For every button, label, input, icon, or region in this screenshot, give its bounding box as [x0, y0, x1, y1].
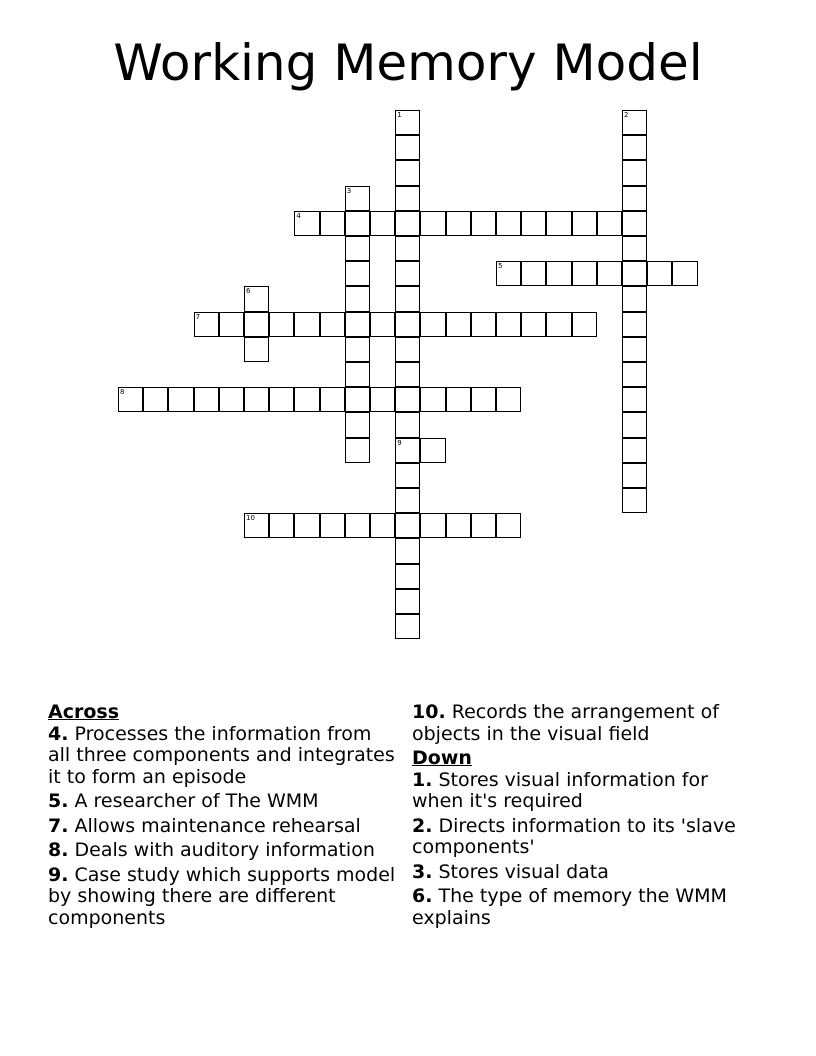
grid-cell[interactable]	[194, 387, 219, 412]
grid-cell[interactable]	[622, 362, 647, 387]
grid-cell[interactable]	[294, 513, 319, 538]
grid-cell[interactable]	[370, 513, 395, 538]
grid-cell[interactable]	[219, 387, 244, 412]
grid-cell[interactable]	[320, 513, 345, 538]
clue-number: 4.	[48, 722, 69, 745]
clue-across-8	[48, 840, 396, 862]
clue-number: 6.	[412, 885, 433, 907]
grid-cell[interactable]	[572, 211, 597, 236]
grid-cell[interactable]	[622, 110, 647, 135]
grid-cell[interactable]	[395, 110, 420, 135]
grid-cell[interactable]	[471, 387, 496, 412]
grid-cell[interactable]	[395, 135, 420, 160]
grid-cell[interactable]	[446, 211, 471, 236]
grid-cell[interactable]	[622, 211, 647, 236]
grid-cell[interactable]	[395, 538, 420, 563]
grid-cell[interactable]	[496, 387, 521, 412]
grid-cell[interactable]	[471, 312, 496, 337]
grid-cell[interactable]	[572, 312, 597, 337]
grid-cell[interactable]	[320, 312, 345, 337]
grid-cell[interactable]	[496, 211, 521, 236]
grid-cell[interactable]	[219, 312, 244, 337]
grid-cell[interactable]	[370, 211, 395, 236]
grid-cell[interactable]	[622, 438, 647, 463]
grid-cell[interactable]	[546, 261, 571, 286]
grid-cell[interactable]	[395, 286, 420, 311]
grid-cell[interactable]	[622, 337, 647, 362]
grid-cell[interactable]	[420, 438, 445, 463]
grid-cell[interactable]	[395, 387, 420, 412]
grid-cell[interactable]	[320, 211, 345, 236]
clue-text: Directs information to its 'slave components'	[412, 814, 736, 858]
clue-down-2	[412, 816, 762, 859]
clues-column-left	[48, 702, 396, 932]
grid-cell[interactable]	[395, 589, 420, 614]
grid-cell[interactable]	[597, 261, 622, 286]
grid-cell[interactable]	[521, 312, 546, 337]
clue-across-5	[48, 791, 396, 813]
grid-cell[interactable]	[395, 438, 420, 463]
grid-cell[interactable]	[622, 236, 647, 261]
across-heading: Across	[48, 701, 120, 723]
grid-cell[interactable]	[244, 337, 269, 362]
grid-cell[interactable]	[521, 211, 546, 236]
clue-number: 3.	[412, 860, 433, 883]
grid-cell[interactable]	[395, 463, 420, 488]
clue-across-4	[48, 724, 396, 789]
grid-cell[interactable]	[294, 211, 319, 236]
grid-cell[interactable]	[345, 362, 370, 387]
grid-cell[interactable]	[521, 261, 546, 286]
grid-cell[interactable]	[546, 211, 571, 236]
grid-cell[interactable]	[622, 463, 647, 488]
clue-number: 2.	[412, 814, 433, 837]
clue-text: A researcher of The WMM	[74, 790, 319, 812]
grid-cell[interactable]	[345, 312, 370, 337]
grid-cell[interactable]	[345, 186, 370, 211]
clue-text: The type of memory the WMM explains	[412, 885, 727, 929]
grid-cell[interactable]	[244, 387, 269, 412]
grid-cell[interactable]	[395, 236, 420, 261]
grid-cell[interactable]	[345, 513, 370, 538]
grid-cell[interactable]	[294, 387, 319, 412]
clue-number-label: 4	[296, 211, 301, 220]
grid-cell[interactable]	[672, 261, 697, 286]
grid-cell[interactable]	[622, 261, 647, 286]
clue-text: Stores visual data	[438, 860, 609, 883]
grid-cell[interactable]	[269, 387, 294, 412]
clue-down-6	[412, 886, 762, 929]
grid-cell[interactable]	[420, 211, 445, 236]
grid-cell[interactable]	[395, 362, 420, 387]
grid-cell[interactable]	[194, 312, 219, 337]
clue-number-label: 7	[195, 312, 201, 321]
clue-across-7	[48, 816, 396, 838]
grid-cell[interactable]	[420, 513, 445, 538]
grid-cell[interactable]	[496, 513, 521, 538]
clue-number-label: 9	[397, 438, 402, 447]
grid-cell[interactable]	[496, 312, 521, 337]
clue-number-label: 5	[498, 262, 503, 271]
grid-cell[interactable]	[143, 387, 168, 412]
grid-cell[interactable]	[395, 186, 420, 211]
grid-cell[interactable]	[244, 312, 269, 337]
grid-cell[interactable]	[244, 286, 269, 311]
grid-cell[interactable]	[622, 135, 647, 160]
grid-cell[interactable]	[395, 312, 420, 337]
grid-cell[interactable]	[395, 513, 420, 538]
grid-cell[interactable]	[446, 513, 471, 538]
clue-text: Allows maintenance rehearsal	[74, 814, 361, 837]
clue-number-label: 6	[246, 287, 251, 296]
grid-cell[interactable]	[420, 312, 445, 337]
down-heading: Down	[412, 747, 472, 769]
grid-cell[interactable]	[345, 412, 370, 437]
clue-text: Case study which supports model by showing there are different components	[48, 863, 396, 929]
grid-cell[interactable]	[345, 286, 370, 311]
grid-cell[interactable]	[370, 312, 395, 337]
grid-cell[interactable]	[572, 261, 597, 286]
grid-cell[interactable]	[395, 337, 420, 362]
clue-across-9	[48, 865, 396, 930]
grid-cell[interactable]	[395, 614, 420, 639]
grid-cell[interactable]	[395, 211, 420, 236]
grid-cell[interactable]	[622, 186, 647, 211]
clue-number-label: 3	[346, 186, 352, 195]
grid-cell[interactable]	[597, 211, 622, 236]
grid-cell[interactable]	[168, 387, 193, 412]
clue-down-3	[412, 862, 762, 884]
grid-cell[interactable]	[622, 312, 647, 337]
grid-cell[interactable]	[647, 261, 672, 286]
clue-text: Deals with auditory information	[74, 839, 375, 861]
grid-cell[interactable]	[370, 387, 395, 412]
grid-cell[interactable]	[622, 488, 647, 513]
grid-cell[interactable]	[395, 564, 420, 589]
grid-cell[interactable]	[446, 387, 471, 412]
clue-text: Stores visual information for when it's required	[412, 768, 708, 812]
clue-down-1	[412, 770, 762, 813]
grid-cell[interactable]	[395, 488, 420, 513]
clue-number: 7.	[48, 814, 69, 837]
grid-cell[interactable]	[420, 387, 445, 412]
clue-number: 9.	[48, 863, 69, 886]
grid-cell[interactable]	[345, 387, 370, 412]
grid-cell[interactable]	[244, 513, 269, 538]
grid-cell[interactable]	[395, 261, 420, 286]
clues-column-right	[412, 702, 762, 932]
clue-text: Processes the information from all three components and integrates it to form an episode	[48, 722, 395, 788]
clue-number-label: 2	[624, 111, 629, 119]
grid-cell[interactable]	[269, 312, 294, 337]
grid-cell[interactable]	[345, 261, 370, 286]
clue-text: Records the arrangement of objects in the visual field	[412, 701, 719, 745]
grid-cell[interactable]	[471, 513, 496, 538]
grid-cell[interactable]	[622, 412, 647, 437]
grid-cell[interactable]	[269, 513, 294, 538]
clue-number: 10.	[412, 701, 446, 723]
grid-cell[interactable]	[395, 160, 420, 185]
clue-across-10	[412, 702, 762, 745]
grid-cell[interactable]	[320, 387, 345, 412]
grid-cell[interactable]	[471, 211, 496, 236]
grid-cell[interactable]	[395, 412, 420, 437]
clue-number: 5.	[48, 790, 69, 812]
grid-cell[interactable]	[622, 387, 647, 412]
clue-number-label: 8	[120, 388, 125, 397]
grid-cell[interactable]	[345, 337, 370, 362]
grid-cell[interactable]	[118, 387, 143, 412]
clue-number-label: 1	[397, 111, 402, 119]
grid-cell[interactable]	[496, 261, 521, 286]
grid-cell[interactable]	[446, 312, 471, 337]
grid-cell[interactable]	[622, 286, 647, 311]
clue-number-label: 10	[246, 514, 255, 523]
clue-number: 1.	[412, 768, 433, 791]
grid-cell[interactable]	[622, 160, 647, 185]
grid-cell[interactable]	[345, 236, 370, 261]
page-title: Working Memory Model	[113, 34, 703, 92]
grid-cell[interactable]	[345, 211, 370, 236]
grid-cell[interactable]	[546, 312, 571, 337]
clue-number: 8.	[48, 839, 69, 861]
grid-cell[interactable]	[294, 312, 319, 337]
grid-cell[interactable]	[345, 438, 370, 463]
